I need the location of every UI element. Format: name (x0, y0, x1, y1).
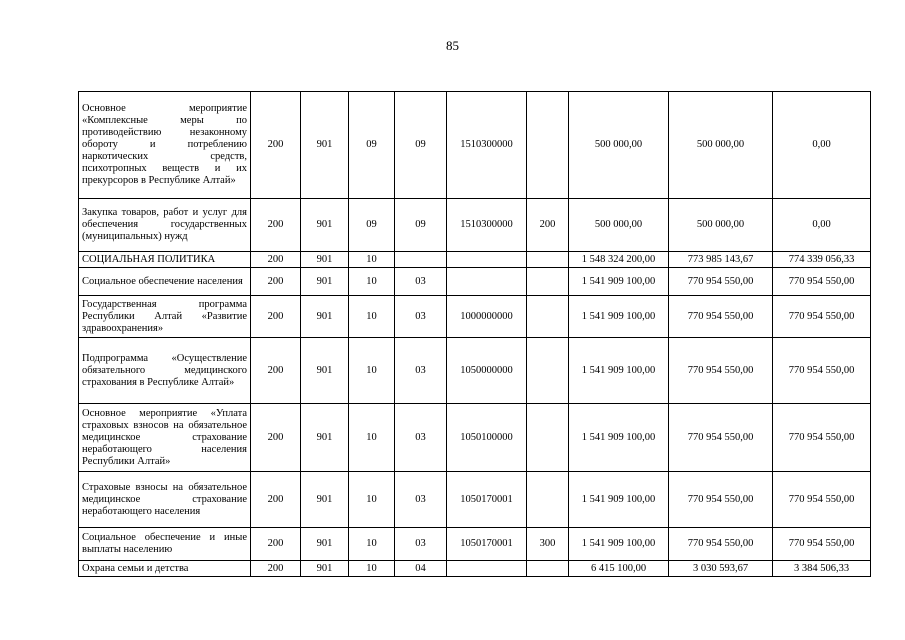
row-csr (447, 252, 527, 268)
row-grbs: 200 (251, 338, 301, 404)
row-grbs: 200 (251, 404, 301, 472)
row-amount-year1: 500 000,00 (569, 199, 669, 252)
row-vr (527, 268, 569, 296)
row-csr: 1050100000 (447, 404, 527, 472)
row-grbs: 200 (251, 296, 301, 338)
table-row (79, 268, 871, 296)
row-amount-year2: 500 000,00 (669, 199, 773, 252)
row-name: Страховые взносы на обязательное медицинское страхование неработающего населения (79, 472, 251, 528)
row-amount-year3: 770 954 550,00 (773, 528, 871, 561)
row-rz: 10 (349, 268, 395, 296)
row-amount-year3: 3 384 506,33 (773, 561, 871, 577)
row-vr (527, 561, 569, 577)
table-row (79, 338, 871, 404)
row-amount-year1: 1 541 909 100,00 (569, 404, 669, 472)
row-pr: 03 (395, 472, 447, 528)
table-row (79, 561, 871, 577)
row-ved: 901 (301, 296, 349, 338)
table-row (79, 199, 871, 252)
row-rz: 10 (349, 472, 395, 528)
row-vr (527, 472, 569, 528)
row-ved: 901 (301, 252, 349, 268)
row-ved: 901 (301, 404, 349, 472)
row-amount-year3: 0,00 (773, 199, 871, 252)
row-pr: 09 (395, 199, 447, 252)
row-name: Основное мероприятие «Комплексные меры по противодействию незаконному обороту и потреблению наркотических средств, психотропных веществ и их прекурсоров в Республике Алтай» (79, 92, 251, 199)
row-vr: 300 (527, 528, 569, 561)
table-row (79, 296, 871, 338)
row-csr: 1510300000 (447, 92, 527, 199)
row-vr (527, 92, 569, 199)
row-amount-year3: 770 954 550,00 (773, 472, 871, 528)
row-name: Социальное обеспечение населения (79, 268, 251, 296)
row-grbs: 200 (251, 268, 301, 296)
row-pr: 09 (395, 92, 447, 199)
row-grbs: 200 (251, 528, 301, 561)
row-grbs: 200 (251, 472, 301, 528)
row-amount-year2: 770 954 550,00 (669, 528, 773, 561)
table-row (79, 252, 871, 268)
row-grbs: 200 (251, 561, 301, 577)
row-amount-year1: 1 541 909 100,00 (569, 528, 669, 561)
row-amount-year1: 6 415 100,00 (569, 561, 669, 577)
row-amount-year3: 0,00 (773, 92, 871, 199)
row-ved: 901 (301, 528, 349, 561)
row-amount-year1: 1 541 909 100,00 (569, 296, 669, 338)
row-pr: 03 (395, 268, 447, 296)
row-ved: 901 (301, 561, 349, 577)
table-row (79, 472, 871, 528)
row-amount-year1: 1 548 324 200,00 (569, 252, 669, 268)
row-rz: 10 (349, 561, 395, 577)
row-vr (527, 252, 569, 268)
row-vr: 200 (527, 199, 569, 252)
row-csr: 1510300000 (447, 199, 527, 252)
row-rz: 10 (349, 252, 395, 268)
row-grbs: 200 (251, 92, 301, 199)
row-amount-year1: 1 541 909 100,00 (569, 268, 669, 296)
row-pr: 03 (395, 528, 447, 561)
row-amount-year1: 500 000,00 (569, 92, 669, 199)
row-ved: 901 (301, 92, 349, 199)
row-grbs: 200 (251, 199, 301, 252)
row-amount-year2: 770 954 550,00 (669, 296, 773, 338)
row-csr (447, 561, 527, 577)
row-csr: 1050170001 (447, 472, 527, 528)
row-amount-year3: 774 339 056,33 (773, 252, 871, 268)
table-row (79, 92, 871, 199)
row-csr: 1000000000 (447, 296, 527, 338)
row-rz: 10 (349, 404, 395, 472)
budget-table (78, 91, 871, 577)
row-vr (527, 296, 569, 338)
row-name: Подпрограмма «Осуществление обязательного медицинского страхования в Республике Алтай» (79, 338, 251, 404)
row-ved: 901 (301, 338, 349, 404)
row-amount-year3: 770 954 550,00 (773, 338, 871, 404)
row-amount-year3: 770 954 550,00 (773, 268, 871, 296)
row-rz: 09 (349, 92, 395, 199)
row-amount-year3: 770 954 550,00 (773, 296, 871, 338)
row-pr: 03 (395, 338, 447, 404)
row-rz: 09 (349, 199, 395, 252)
row-name: Основное мероприятие «Уплата страховых взносов на обязательное медицинское страхование неработающего населения Республики Алтай» (79, 404, 251, 472)
row-amount-year3: 770 954 550,00 (773, 404, 871, 472)
row-amount-year2: 770 954 550,00 (669, 338, 773, 404)
row-rz: 10 (349, 338, 395, 404)
table-row (79, 528, 871, 561)
row-vr (527, 338, 569, 404)
row-pr: 03 (395, 296, 447, 338)
row-name: Государственная программа Республики Алтай «Развитие здравоохранения» (79, 296, 251, 338)
row-name: Охрана семьи и детства (79, 561, 251, 577)
row-amount-year2: 770 954 550,00 (669, 268, 773, 296)
row-ved: 901 (301, 268, 349, 296)
row-amount-year2: 770 954 550,00 (669, 404, 773, 472)
row-pr: 03 (395, 404, 447, 472)
row-amount-year2: 500 000,00 (669, 92, 773, 199)
row-name: Социальное обеспечение и иные выплаты населению (79, 528, 251, 561)
row-amount-year2: 770 954 550,00 (669, 472, 773, 528)
row-ved: 901 (301, 472, 349, 528)
page-number: 85 (446, 38, 459, 53)
table-row (79, 404, 871, 472)
row-name: Закупка товаров, работ и услуг для обеспечения государственных (муниципальных) нужд (79, 199, 251, 252)
row-amount-year2: 3 030 593,67 (669, 561, 773, 577)
row-csr: 1050170001 (447, 528, 527, 561)
row-pr (395, 252, 447, 268)
row-grbs: 200 (251, 252, 301, 268)
row-rz: 10 (349, 296, 395, 338)
row-rz: 10 (349, 528, 395, 561)
row-ved: 901 (301, 199, 349, 252)
row-csr (447, 268, 527, 296)
row-vr (527, 404, 569, 472)
row-pr: 04 (395, 561, 447, 577)
row-amount-year2: 773 985 143,67 (669, 252, 773, 268)
row-csr: 1050000000 (447, 338, 527, 404)
row-amount-year1: 1 541 909 100,00 (569, 338, 669, 404)
row-amount-year1: 1 541 909 100,00 (569, 472, 669, 528)
row-name: СОЦИАЛЬНАЯ ПОЛИТИКА (79, 252, 251, 268)
